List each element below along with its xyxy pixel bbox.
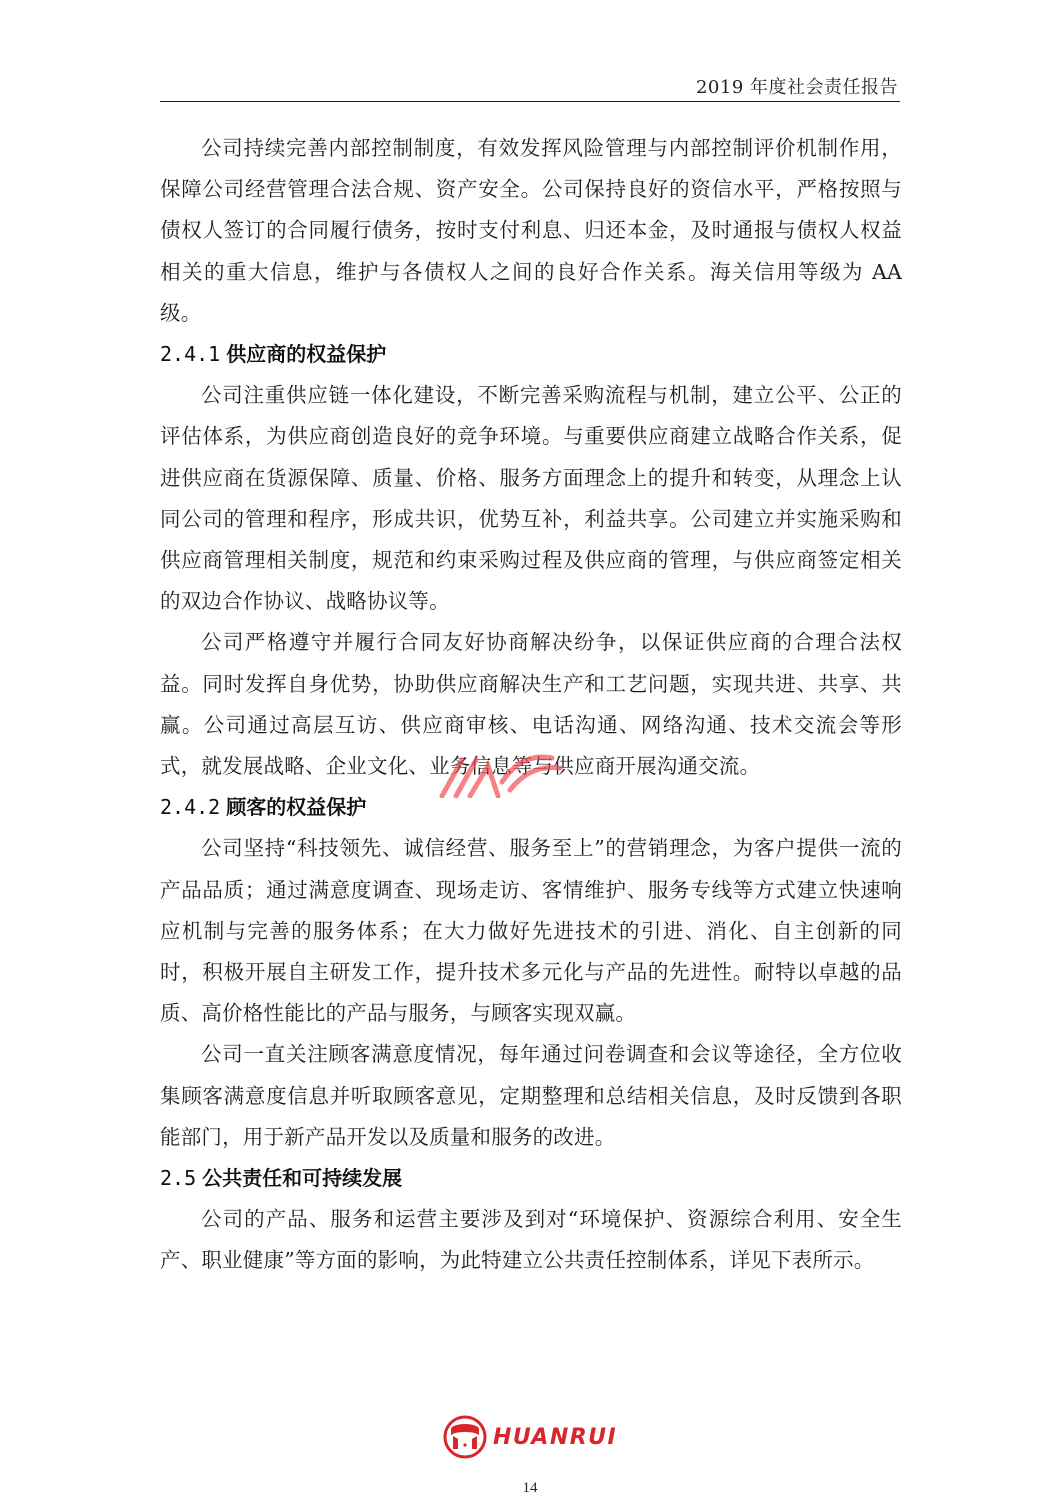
brand-name: HUANRUI <box>493 1424 618 1450</box>
page-number: 14 <box>522 1480 538 1496</box>
section-title: 公共责任和可持续发展 <box>202 1166 403 1191</box>
paragraph: 公司的产品、服务和运营主要涉及到对“环境保护、资源综合利用、安全生产、职业健康”等方面的影响，为此特建立公共责任控制体系，详见下表所示。 <box>160 1207 902 1273</box>
paragraph: 公司一直关注顾客满意度情况，每年通过问卷调查和会议等途径，全方位收集顾客满意度信息并听取顾客意见，定期整理和总结相关信息，及时反馈到各职能部门，用于新产品开发以及质量和服务的改进。 <box>160 1042 902 1149</box>
section-number: 2.5 <box>160 1166 197 1191</box>
section-number: 2.4.2 <box>160 795 221 820</box>
section-title: 顾客的权益保护 <box>226 795 367 820</box>
paragraph: 公司坚持“科技领先、诚信经营、服务至上”的营销理念，为客户提供一流的产品品质；通过满意度调查、现场走访、客情维护、服务专线等方式建立快速响应机制与完善的服务体系；在大力做好先进技术的引进、消化、自主创新的同时，积极开展自主研发工作，提升技术多元化与产品的先进性。耐特以卓越的品质、高价格性能比的产品与服务，与顾客实现双赢。 <box>160 836 902 1026</box>
huanrui-logo-icon <box>443 1415 487 1459</box>
paragraph: 公司严格遵守并履行合同友好协商解决纷争，以保证供应商的合理合法权益。同时发挥自身优势，协助供应商解决生产和工艺问题，实现共进、共享、共赢。公司通过高层互访、供应商审核、电话沟通、网络沟通、技术交流会等形式，就发展战略、企业文化、业务信息等与供应商开展沟通交流。 <box>160 630 902 779</box>
footer-logo <box>443 1415 618 1459</box>
section-title: 供应商的权益保护 <box>226 342 387 367</box>
section-number: 2.4.1 <box>160 342 221 367</box>
section-heading-2-4-1 <box>160 334 902 375</box>
page-header <box>160 72 900 102</box>
running-title: 2019 年度社会责任报告 <box>695 77 898 98</box>
section-heading-2-5 <box>160 1158 902 1199</box>
page-content <box>160 128 902 1282</box>
paragraph: 公司注重供应链一体化建设，不断完善采购流程与机制，建立公平、公正的评估体系，为供应商创造良好的竞争环境。与重要供应商建立战略合作关系，促进供应商在货源保障、质量、价格、服务方面理念上的提升和转变，从理念上认同公司的管理和程序，形成共识，优势互补，利益共享。公司建立并实施采购和供应商管理相关制度，规范和约束采购过程及供应商的管理，与供应商签定相关的双边合作协议、战略协议等。 <box>160 383 902 614</box>
watermark-logo-icon <box>432 748 572 798</box>
intro-paragraph: 公司持续完善内部控制制度，有效发挥风险管理与内部控制评价机制作用，保障公司经营管理合法合规、资产安全。公司保持良好的资信水平，严格按照与债权人签订的合同履行债务，按时支付利息、归还本金，及时通报与债权人权益相关的重大信息，维护与各债权人之间的良好合作关系。海关信用等级为 AA 级。 <box>160 136 902 325</box>
